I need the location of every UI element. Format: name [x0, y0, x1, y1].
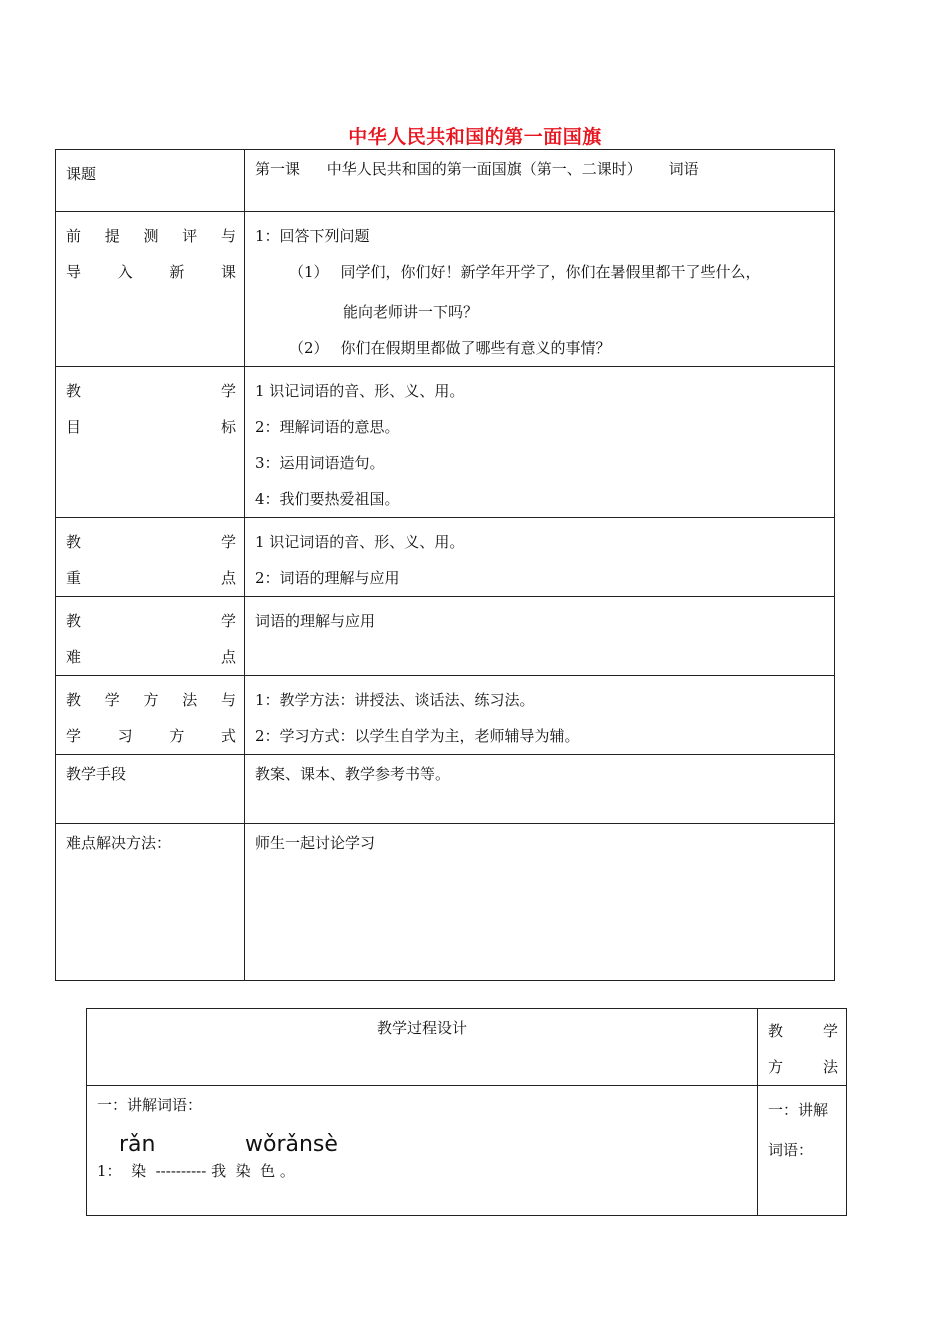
intro-question-1: （1） 同学们，你们好！新学年开学了，你们在暑假里都干了些什么， — [289, 263, 761, 281]
lesson-number: 第一课 — [255, 160, 301, 178]
solution-text: 师生一起讨论学习 — [255, 834, 376, 852]
row-methods — [56, 676, 835, 755]
label-solution: 难点解决方法： — [66, 834, 172, 852]
pinyin-line — [97, 1130, 749, 1160]
objective-item: 3：运用词语造句。 — [255, 454, 385, 472]
means-text: 教案、课本、教学参考书等。 — [255, 765, 451, 783]
method-header-line1: 教 学 — [768, 1022, 838, 1040]
label-objectives-line2: 目 标 — [66, 418, 236, 436]
objective-item: 4：我们要热爱祖国。 — [255, 490, 400, 508]
row-key-points — [56, 518, 835, 597]
label-intro-line2: 导 入 新 课 — [66, 263, 236, 281]
intro-question-1-cont: 能向老师讲一下吗？ — [343, 303, 479, 321]
label-objectives-line1: 教 学 — [66, 382, 236, 400]
label-intro-line1: 前 提 测 评 与 — [66, 227, 236, 245]
label-diff-line1: 教 学 — [66, 612, 236, 630]
key-point-item: 2：词语的理解与应用 — [255, 569, 400, 587]
row-means — [56, 755, 835, 824]
label-means: 教学手段 — [66, 765, 127, 783]
method-note-line1: 一：讲解 — [768, 1101, 829, 1119]
row-objectives — [56, 367, 835, 518]
intro-question-2: （2） 你们在假期里都做了哪些有意义的事情？ — [289, 339, 611, 357]
lesson-info-table — [55, 149, 835, 981]
method-header-line2: 方 法 — [768, 1058, 838, 1076]
pinyin-ran: rǎn — [119, 1132, 156, 1157]
method-item: 2：学习方式：以学生自学为主，老师辅导为辅。 — [255, 727, 580, 745]
difficulty-item: 词语的理解与应用 — [255, 612, 376, 630]
document-title: 中华人民共和国的第一面国旗 — [348, 126, 602, 148]
label-diff-line2: 难 点 — [66, 648, 236, 666]
lesson-title: 中华人民共和国的第一面国旗（第一、二课时） — [326, 160, 642, 178]
label-topic: 课题 — [66, 165, 97, 183]
label-methods-line2: 学 习 方 式 — [66, 727, 236, 745]
row-solution — [56, 824, 835, 981]
objective-item: 1 识记词语的音、形、义、用。 — [255, 382, 465, 400]
label-key-line1: 教 学 — [66, 533, 236, 551]
process-header-row — [87, 1009, 847, 1086]
vocab-line: 1： 染 ---------- 我 染 色 。 — [97, 1162, 295, 1180]
objective-item: 2：理解词语的意思。 — [255, 418, 400, 436]
pinyin-woranse: wǒrǎnsè — [245, 1132, 338, 1157]
teaching-process-table — [86, 1008, 847, 1216]
row-topic — [56, 150, 835, 212]
row-difficulties — [56, 597, 835, 676]
section-label: 一：讲解词语： — [97, 1096, 203, 1114]
method-item: 1：教学方法：讲授法、谈话法、练习法。 — [255, 691, 535, 709]
row-intro — [56, 212, 835, 367]
label-key-line2: 重 点 — [66, 569, 236, 587]
key-point-item: 1 识记词语的音、形、义、用。 — [255, 533, 465, 551]
label-methods-line1: 教 学 方 法 与 — [66, 691, 236, 709]
method-note-line2: 词语： — [768, 1141, 814, 1159]
process-header: 教学过程设计 — [376, 1019, 467, 1037]
process-body-row — [87, 1086, 847, 1216]
intro-heading: 1：回答下列问题 — [255, 227, 370, 245]
lesson-subject: 词语 — [668, 160, 699, 178]
